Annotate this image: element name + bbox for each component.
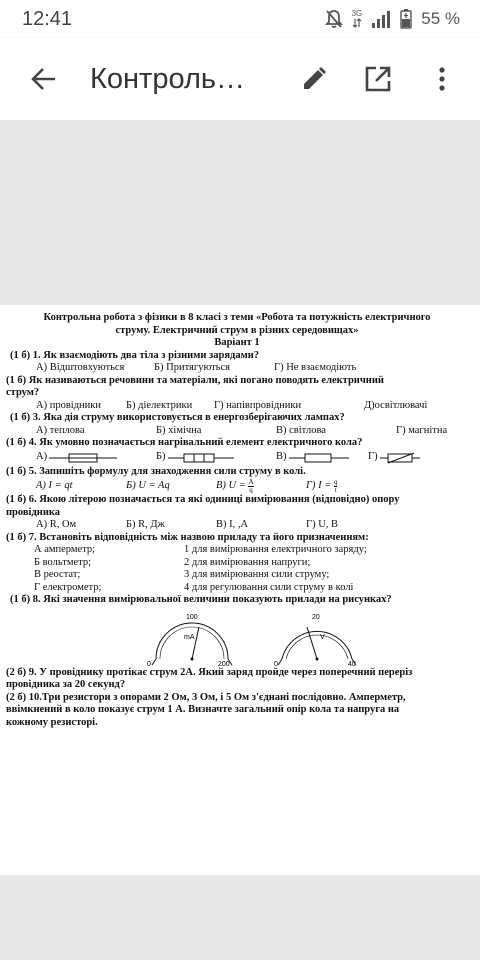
battery-percent: 55 %: [421, 9, 460, 28]
question-8: (1 б) 8. Які значення вимірювальної величини показують прилади на рисунках?: [10, 594, 392, 605]
status-bar: [0, 0, 480, 38]
mute-icon: [325, 9, 343, 29]
app-bar: [0, 38, 480, 120]
doc-variant: Варіант 1: [214, 337, 260, 348]
signal-icon: [371, 10, 391, 28]
question-4: (1 б) 4. Як умовно позначається нагрівальний елемент електричного кола?: [6, 437, 363, 448]
document-viewer[interactable]: [0, 120, 480, 960]
gauges: [6, 609, 468, 667]
svg-text:100: 100: [186, 613, 198, 621]
match-row-1: А амперметр; 1 для вимірювання електричного заряду;: [34, 544, 367, 555]
edit-button[interactable]: [292, 57, 336, 101]
question-9: (2 б) 9. У провіднику протікає струм 2А. Який заряд пройде через поперечний переріз: [6, 666, 413, 678]
open-external-button[interactable]: [356, 57, 400, 101]
question-1-options: А) Відштовхуються Б) Притягуються Г) Не взаємодіють: [36, 362, 357, 373]
symbol-heating-element: [166, 452, 236, 464]
svg-text:0: 0: [274, 660, 278, 667]
question-2: (1 б) Як називаються речовини та матеріали, які погано поводять електричний: [6, 374, 384, 386]
more-options-button[interactable]: [420, 57, 464, 101]
open-in-new-icon: [364, 65, 392, 93]
question-6-cont: провідника: [6, 506, 61, 518]
page-title: Контроль…: [90, 62, 245, 95]
question-7: (1 б) 7. Встановіть відповідність між назвою приладу та його призначенням:: [6, 531, 369, 543]
svg-text:0: 0: [147, 660, 151, 667]
question-2-options: А) провідники Б) діелектрики Г) напівпровідники Д)освітлювачі: [36, 399, 428, 411]
svg-text:40: 40: [348, 660, 356, 667]
question-5: (1 б) 5. Запишіть формулу для знаходження сили струму в колі.: [6, 465, 306, 477]
question-10: (2 б) 10.Три резистори з опорами 2 Ом, 3 Ом, і 5 Ом з'єднані послідовно. Амперметр,: [6, 691, 406, 703]
data-arrows-icon: [352, 18, 362, 28]
document-page: [0, 305, 480, 875]
symbol-variable-resistor: [378, 452, 422, 464]
question-3: (1 б) 3. Яка дія струму використовується в енергозберігаючих лампах?: [10, 412, 345, 423]
fraction-a-over-q: $\frac{A}{q}$: [248, 477, 254, 494]
svg-text:V: V: [320, 633, 325, 641]
arrow-back-icon: [31, 66, 57, 92]
question-2-cont: струм?: [6, 387, 40, 398]
battery-icon: [400, 9, 412, 29]
status-time: 12:41: [22, 7, 73, 30]
fraction-q-over-t: $\frac{q}{t}$: [333, 477, 338, 494]
question-1: (1 б) 1. Як взаємодіють два тіла з різними зарядами?: [10, 349, 260, 361]
match-row-4: Г електрометр; 4 для регулювання сили струму в колі: [34, 581, 354, 593]
question-10-cont: ввімкнений в коло показує струм 1 А. Визначте загальний опір кола та напруга на: [6, 704, 400, 715]
symbol-resistor-a: [47, 452, 119, 464]
question-6-options: А) R, Ом Б) R, Дж В) I, ,А Г) U, В: [36, 519, 339, 530]
pencil-icon: [301, 66, 327, 92]
question-6: (1 б) 6. Якою літерою позначається та які одиниці вимірювання (відповідно) опору: [6, 494, 400, 505]
status-icons: [325, 9, 460, 29]
voltmeter-gauge: [274, 609, 360, 667]
svg-text:20: 20: [312, 613, 320, 621]
doc-title-line2: струму. Електричний струм в різних середовищах»: [115, 324, 359, 336]
more-vert-icon: [438, 66, 446, 92]
match-row-2: Б вольтметр; 2 для вимірювання напруги;: [34, 556, 311, 568]
network-type: 3G: [352, 10, 363, 28]
question-3-options: А) теплова Б) хімічна В) світлова Г) магнітна: [36, 424, 448, 436]
question-9-cont: провідника за 20 секунд?: [6, 679, 126, 690]
symbol-resistor-v: [287, 452, 351, 464]
doc-title-line1: Контрольна робота з фізики в 8 класі з теми «Робота та потужність електричного: [43, 312, 431, 323]
svg-text:mA: mA: [184, 633, 195, 641]
question-5-options: А) I = qt Б) U = Aq В) U = $\frac{A}{q}$ Г) I = $\frac{q}{t}$: [36, 477, 338, 494]
svg-text:200: 200: [218, 660, 230, 667]
back-button[interactable]: [22, 57, 66, 101]
question-4-options: А) Б) В) Г): [6, 450, 468, 466]
match-row-3: В реостат; 3 для вимірювання сили струму;: [34, 569, 330, 580]
question-10-cont2: кожному резисторі.: [6, 716, 98, 728]
milliammeter-gauge: [146, 609, 238, 667]
